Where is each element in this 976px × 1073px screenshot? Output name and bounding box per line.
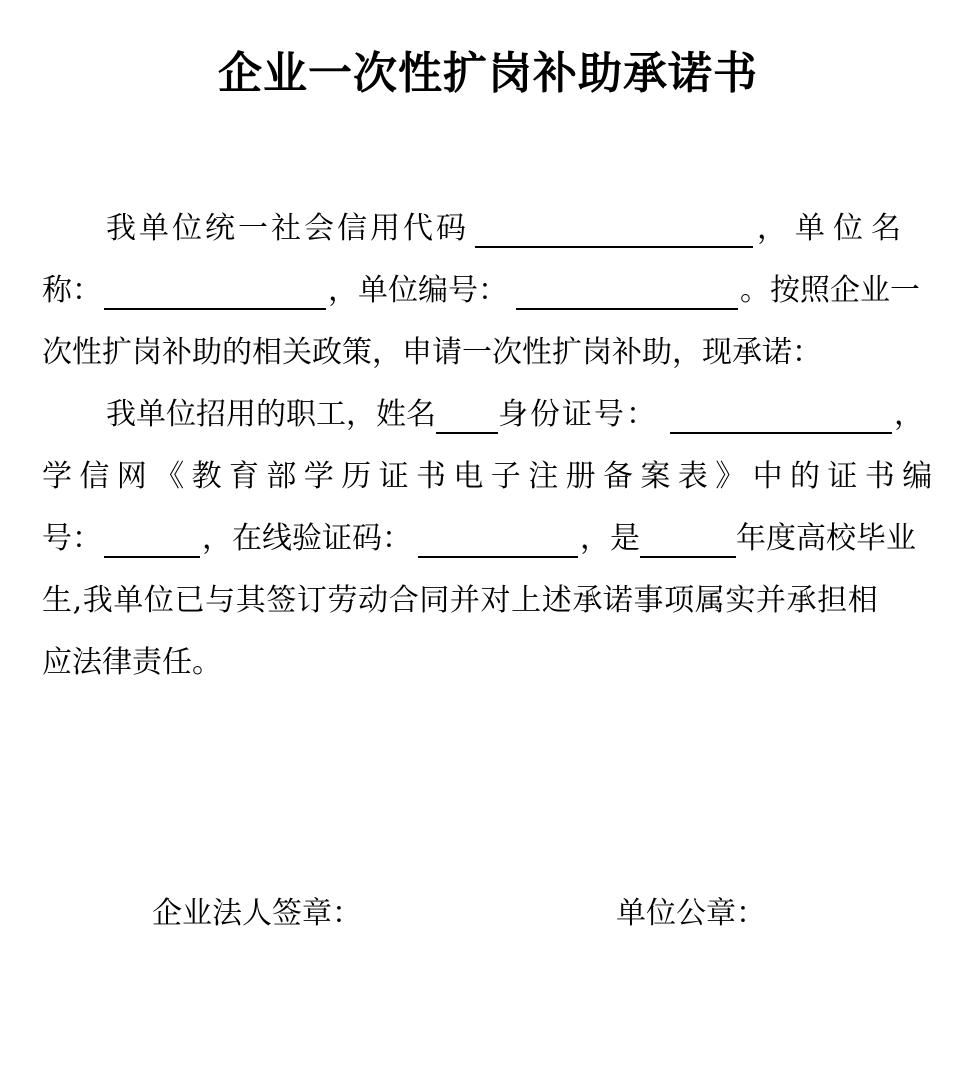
paragraph2-line5-text: 应法律责任。	[42, 645, 222, 680]
certificate-number-blank	[104, 520, 200, 558]
paragraph2-line1-text-b: 身份证号：	[498, 397, 658, 432]
credit-code-blank	[475, 210, 753, 248]
paragraph2-line3-text-d: 年度高校毕业	[736, 521, 916, 556]
unit-number-blank	[516, 272, 738, 310]
paragraph2-line1	[42, 384, 924, 446]
paragraph1-line2	[42, 260, 924, 322]
paragraph2-line3	[42, 508, 924, 570]
paragraph1-line3-text: 次性扩岗补助的相关政策，申请一次性扩岗补助，现承诺：	[42, 335, 822, 370]
graduation-year-blank	[640, 520, 736, 558]
paragraph1-line1	[42, 198, 924, 260]
page-title: 企业一次性扩岗补助承诺书	[218, 48, 758, 99]
paragraph2-line3-text-b: ，在线验证码：	[202, 521, 412, 556]
paragraph2-line1-text-c: ，	[894, 397, 924, 432]
paragraph2-line2	[42, 446, 940, 508]
paragraph2-line3-text-c: ，是	[580, 521, 640, 556]
paragraph2-line4	[42, 570, 924, 632]
paragraph1-line3	[42, 322, 924, 384]
paragraph2-line1-text-a: 我单位招用的职工，姓名	[106, 397, 436, 432]
paragraph1-line2-text-c: 。按照企业一	[740, 273, 920, 308]
paragraph1-line2-text-b: ，单位编号：	[328, 273, 508, 308]
paragraph2-line4-text: 生,我单位已与其签订劳动合同并对上述承诺事项属实并承担相	[42, 583, 879, 618]
paragraph2-line2-text: 学信网《教育部学历证书电子注册备案表》中的证书编	[42, 459, 940, 494]
unit-name-blank	[104, 272, 326, 310]
legal-person-signature-label: 企业法人签章：	[152, 896, 362, 931]
verification-code-blank	[418, 520, 578, 558]
paragraph1-line2-text-a: 称：	[42, 273, 102, 308]
unit-seal-label: 单位公章：	[616, 896, 766, 931]
paragraph2-line5	[42, 632, 924, 694]
paragraph2-line3-text-a: 号：	[42, 521, 102, 556]
employee-name-blank	[436, 396, 498, 434]
paragraph1-line1-text-b: ，单位名	[757, 211, 909, 246]
id-number-blank	[670, 396, 892, 434]
paragraph1-line1-text-a: 我单位统一社会信用代码	[106, 211, 469, 246]
